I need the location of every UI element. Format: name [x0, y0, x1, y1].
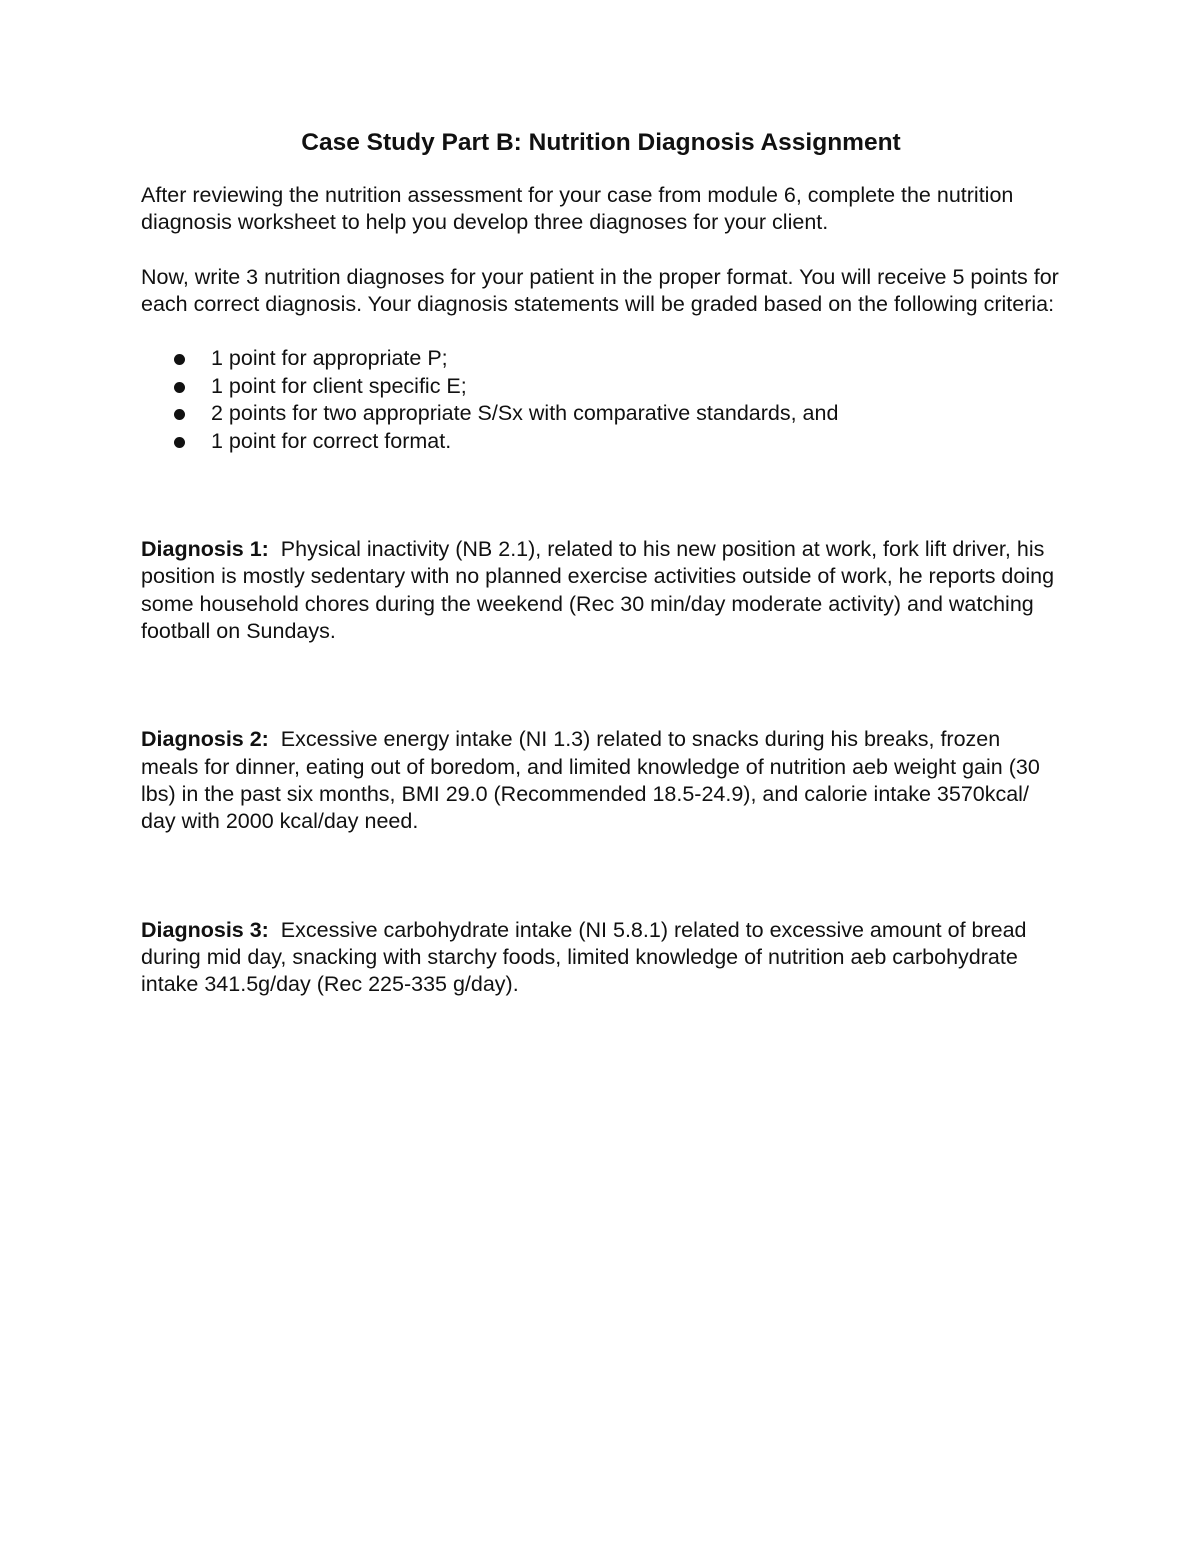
diagnosis-2-text: Excessive energy intake (NI 1.3) related to snacks during his breaks, frozen meals for dinner, eating out of boredom, and limited knowledge of nutrition aeb weight gain (30 lbs) in the past six months, BMI 29.0 (Recommended 18.5-24.9), and calorie intake 3570kcal/ day with 2000 kcal/day need.: [141, 727, 1040, 834]
document-body: [141, 126, 1061, 998]
instructions-paragraph: Now, write 3 nutrition diagnoses for your patient in the proper format. You will receive 5 points for each correct diagnosis. Your diagnosis statements will be graded based on the following criteria:: [141, 264, 1059, 316]
bullet-icon: [174, 354, 185, 365]
bullet-icon: [174, 409, 185, 420]
bullet-icon: [174, 382, 185, 393]
diagnosis-3-label: Diagnosis 3:: [141, 917, 269, 942]
diagnosis-1-label: Diagnosis 1:: [141, 537, 269, 562]
criteria-item-text: 1 point for correct format.: [211, 428, 452, 453]
grading-criteria-list: [141, 345, 1061, 455]
bullet-icon: [174, 437, 185, 448]
diagnosis-1-text: Physical inactivity (NB 2.1), related to his new position at work, fork lift driver, his position is mostly sedentary with no planned exercise activities outside of work, he reports doing some household chores during the weekend (Rec 30 min/day moderate activity) and watching football on Sundays.: [141, 537, 1055, 644]
criteria-item: [141, 345, 1061, 373]
diagnosis-2: [141, 726, 1061, 835]
diagnosis-1: [141, 536, 1061, 645]
intro-paragraph: After reviewing the nutrition assessment for your case from module 6, complete the nutrition diagnosis worksheet to help you develop three diagnoses for your client.: [141, 183, 1014, 235]
document-title: Case Study Part B: Nutrition Diagnosis Assignment: [301, 129, 901, 156]
criteria-item-text: 2 points for two appropriate S/Sx with comparative standards, and: [211, 401, 839, 426]
criteria-item: [141, 373, 1061, 401]
criteria-item: [141, 400, 1061, 428]
criteria-item: [141, 428, 1061, 456]
criteria-item-text: 1 point for client specific E;: [211, 373, 467, 398]
diagnosis-3: [141, 917, 1061, 999]
criteria-item-text: 1 point for appropriate P;: [211, 346, 448, 371]
diagnosis-2-label: Diagnosis 2:: [141, 727, 269, 752]
diagnosis-3-text: Excessive carbohydrate intake (NI 5.8.1) related to excessive amount of bread during mid day, snacking with starchy foods, limited knowledge of nutrition aeb carbohydrate intake 341.5g/day (Rec 225-335 g/day).: [141, 917, 1027, 997]
